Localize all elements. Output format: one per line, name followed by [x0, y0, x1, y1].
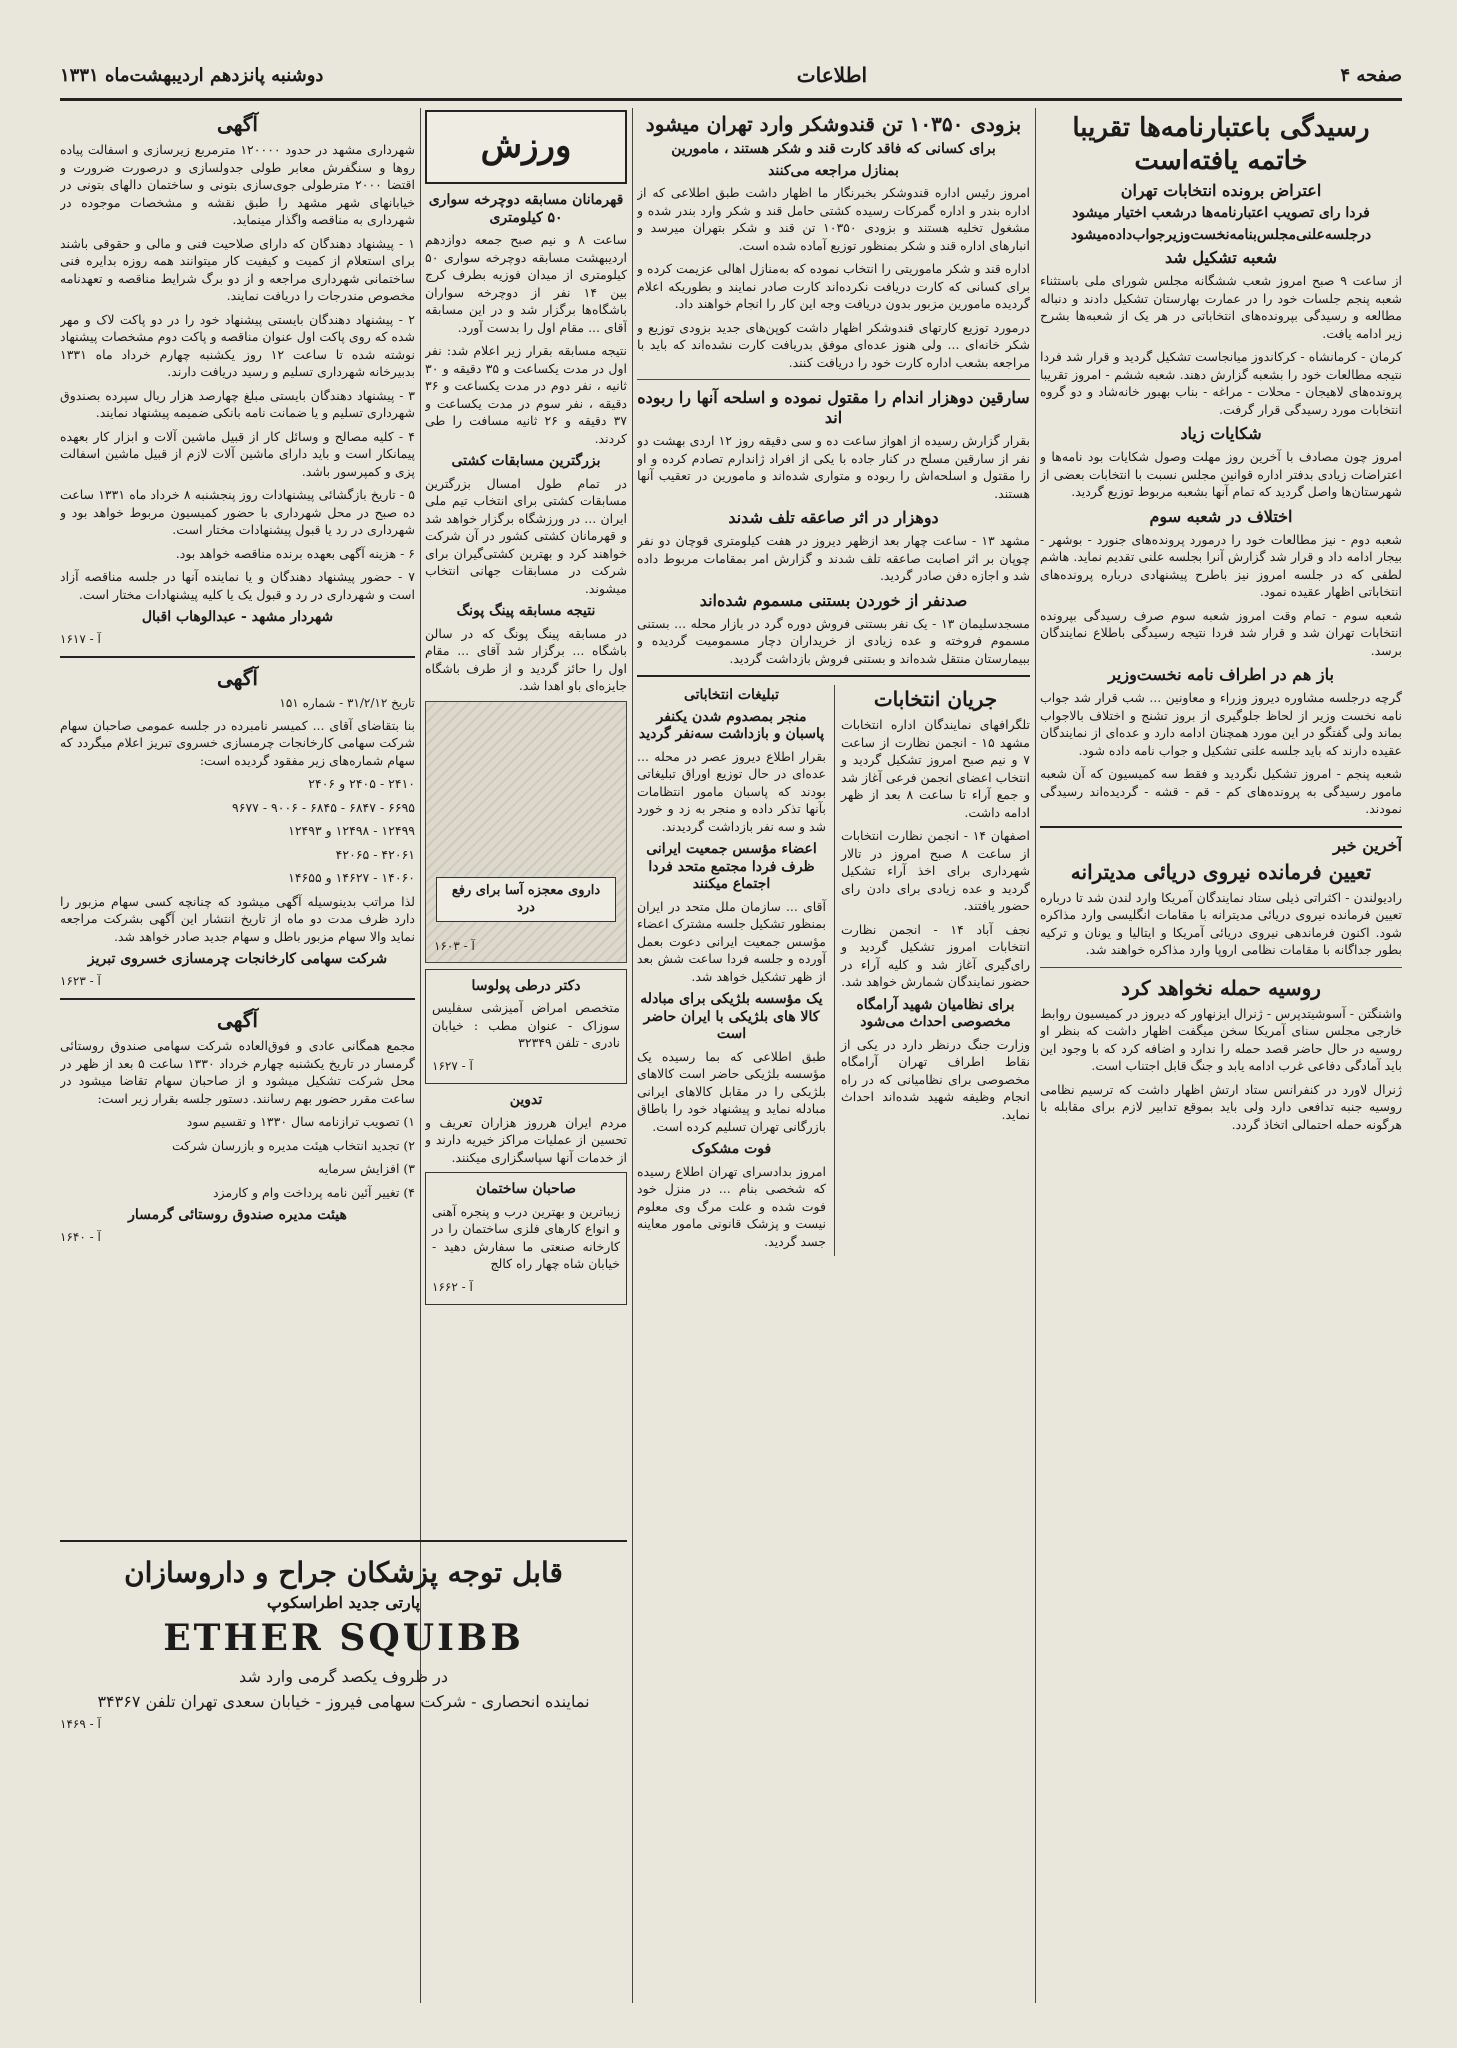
agenda-item: ۲) تجدید انتخاب هیئت مدیره و بازرسان شرکت — [172, 1137, 415, 1153]
ad-subtitle: پارتی جدید اطراسکوپ — [266, 1593, 421, 1612]
column-news — [637, 110, 1030, 2003]
article-text: نجف آباد ۱۴ - انجمن نظارت انتخابات امروز تشکیل گردید و رای‌گیری آغاز شد و کلیه آراء در حضور نمایندگان شمارش خواهد شد. — [841, 921, 1030, 989]
section-heading: شکایات زیاد — [1180, 424, 1262, 443]
column-politics — [1040, 110, 1402, 2003]
headline: قهرمانان مسابقه دوچرخه سواری ۵۰ کیلومتری — [428, 192, 624, 226]
section-heading: اختلاف در شعبه سوم — [1149, 506, 1293, 526]
article-text: امروز چون مصادف با آخرین روز مهلت وصول شکایات بود نامه‌ها و اعتراضات زیادی بدفتر اداره قوانین مجلس نسبت با انتخابات بعضی از شهرستان‌ها واصل گردید که تمام آنها بشعبه مربوط توزیع گردید. — [1040, 449, 1402, 499]
headline: سارقین دوهزار اندام را مقتول نموده و اسلحه آنها را ربوده اند — [637, 388, 1030, 427]
ad-text: متخصص امراض آمیزشی سفلیس سوزاک - عنوان مطب : خیابان نادری - تلفن ۳۲۳۴۹ — [432, 1000, 620, 1050]
section-heading: شعبه تشکیل شد — [1165, 248, 1277, 267]
article-text: شعبه پنجم - امروز تشکیل نگردید و فقط سه کمیسیون که آن شعبه مامور رسیدگی به پرونده‌های کم - قم - قشه - گردیده‌اند رسیدگی نمودند. — [1040, 766, 1402, 816]
article-text: مشهد ۱۳ - ساعت چهار بعد ازظهر دیروز در هفت کیلومتری قوچان دو نفر چوپان بر اثر اصابت صاعقه تلف شدند و گزارش امر بمقامات مربوط داده شد و اجازه دفن صادر گردید. — [637, 533, 1030, 583]
article-text: شعبه سوم - تمام وقت امروز شعبه سوم صرف رسیدگی بپرونده انتخابات تهران شد و قرار شد فردا نتیجه رسیدگی باطلاع نمایندگان برسد. — [1040, 607, 1402, 658]
notice-text: ۵ - تاریخ بازگشائی پیشنهادات روز پنجشنبه ۸ خرداد ماه ۱۳۳۱ ساعت ده صبح در محل شهرداری با حضور کمیسیون مربوط خواهد بود و شهرداری در رد یا قبول پیشنهادات مختار است. — [60, 487, 415, 537]
construction-ad — [425, 1172, 627, 1305]
notice-reference: تاریخ ۳۱/۲/۱۲ - شماره ۱۵۱ — [279, 696, 415, 710]
paper-name: اطلاعات — [796, 63, 868, 87]
notice-text: شهرداری مشهد در حدود ۱۲۰۰۰۰ مترمربع زیرسازی و اسفالت پیاده روها و سنگفرش معابر طولی جدولسازی و درصورت ضرورت و اقتضا ۲۰۰۰ مترطولی جوی‌سازی بتونی و ساختمان دالهای بتونی در خیابانهای شهر مشهد را طبق نقشه و مشخصات موجوده در شهرداری به مناقصه واگذار مینماید. — [60, 142, 415, 227]
ad-text: زیباترین و بهترین درب و پنجره آهنی و انواع کارهای فلزی ساختمان را در کارخانه صنعتی ما سفارش دهید - خیابان شاه چهار راه کالج — [432, 1203, 620, 1271]
section-rule — [60, 998, 415, 1000]
headline: رسیدگی باعتبارنامه‌ها تقریبا خاتمه یافته‌است — [1072, 113, 1370, 176]
latest-news-label: آخرین خبر — [1333, 835, 1402, 855]
article-text: امروز بدادسرای تهران اطلاع رسیده که شخصی بنام ... در منزل خود فوت شده و علت مرگ وی معلوم نیست و پزشک قانونی مامور معاینه جسد گردید. — [637, 1163, 826, 1249]
notice-text: بنا بتقاضای آقای ... کمیسر نامبرده در جلسه عمومی صاحبان سهام شرکت سهامی کارخانجات چرمسازی خسروی تبریز اعلام میگردد که سهام شماره‌های زیر مفقود گردیده است: — [60, 717, 415, 768]
notice-text: ۱ - پیشنهاد دهندگان که دارای صلاحیت فنی و مالی و حقوقی باشند برای استعلام از کمیت و کیفیت کار میتوانند همه روزه بدایره فنی ساختمانی شهرداری مراجعه و از دو برگ شرایط مناقصه و تعهدنامه مخصوص مندرجات را دریافت نمایند. — [60, 235, 415, 303]
notice-code: آ - ۱۶۲۳ — [60, 973, 101, 988]
sub-column — [637, 685, 826, 1256]
headline: تدوین — [509, 1092, 543, 1108]
article-text: شعبه دوم - نیز مطالعات خود را درمورد پرونده‌های جنورد - بوشهر - بیجار ادامه داد و قرار شد گزارش آنرا بجلسه علنی تقدیم نماید. هاشم لطفی که در جلسه امروز نیز باطرح پیشنهادی درباره پرونده‌های انتخاباتی اظهار عقیده نمود. — [1040, 531, 1402, 599]
headline: تبلیغات انتخاباتی — [683, 687, 780, 703]
subheadline: درجلسه‌علنی‌مجلس‌بنامه‌نخست‌وزیرجواب‌داده‌میشود — [1070, 226, 1372, 243]
notice-text: ۳ - پیشنهاد دهندگان بایستی مبلغ چهارصد هزار ریال سپرده بصندوق شهرداری تسلیم و یا ضمانت نامه بانکی ضمیمه پیشنهاد نمایند. — [60, 387, 415, 420]
share-numbers: ۱۴۰۶۰ - ۱۴۶۲۷ و ۱۴۶۵۵ — [288, 870, 415, 885]
sub-column — [834, 685, 1030, 1256]
ad-title: دکتر درطی پولوسا — [471, 977, 581, 994]
headline: روسیه حمله نخواهد کرد — [1121, 975, 1321, 1000]
article-text: ژنرال لاورد در کنفرانس ستاد ارتش اظهار داشت که ترسیم نظامی روسیه جنبه تدافعی دارد ولی باید بموقع تدابیر لازم برای مقابله با هرگونه حمله احتمالی اتخاذ گردد. — [1040, 1081, 1402, 1132]
article-text: اداره قند و شکر ماموریتی را انتخاب نموده که به‌منازل اهالی عزیمت کرده و برای کسانی که کارت دریافت نکرده‌اند کارت صادر نمایند و بطوریکه اعلام گردیده مامورین مزبور بدون دریافت وجه این کار را انجام خواهند داد. — [637, 261, 1030, 311]
article-text: وزارت جنگ درنظر دارد در یکی از نقاط اطراف تهران آرامگاه مخصوصی برای نظامیانی که در راه انجام وظیفه شهید شده‌اند احداث نماید. — [841, 1036, 1030, 1122]
notice-text: ۶ - هزینه آگهی بعهده برنده مناقصه خواهد بود. — [175, 545, 415, 561]
section-rule — [1040, 967, 1402, 968]
agenda-item: ۴) تغییر آئین نامه پرداخت وام و کارمزد — [213, 1184, 415, 1200]
headline: بزرگترین مسابقات کشتی — [451, 453, 601, 469]
section-rule — [637, 675, 1030, 677]
masthead-rule — [60, 98, 1402, 101]
headline: برای نظامیان شهید آرامگاه مخصوصی احداث می‌شود — [856, 996, 1015, 1030]
notice-signature: شرکت سهامی کارخانجات چرمسازی خسروی تبریز — [87, 951, 388, 967]
article-text: تلگرافهای نمایندگان اداره انتخابات مشهد ۱۵ - انجمن نظارت از ساعت ۷ و نیم صبح امروز تشکیل گردید و انتخاب اعضای انجمن فرعی آغاز شد و جمع آراء تا ساعت ۸ بعد از ظهر ادامه داشت. — [840, 717, 1030, 820]
headline: یک مؤسسه بلژیکی برای مبادله کالا های بلژیکی با ایران حاضر است — [640, 991, 823, 1042]
article-text: امروز رئیس اداره قندوشکر بخبرنگار ما اظهار داشت طبق اطلاعی که از اداره بندر و اداره گمرکات رسیده کشتی حامل قند و شکر وارد بندر شده و مشغول تخلیه هستند و بزودی ۱۰۳۵۰ تن قند و شکر بتهران میرسد و انبارهای اداره قند و شکر بمنظور توزیع آماده شده است. — [637, 185, 1030, 253]
article-text: مسجدسلیمان ۱۳ - یک نفر بستنی فروش دوره گرد در بازار محله ... بستنی مسموم فروخته و عده زیادی از خریداران دچار مسمومیت گردیده و ببیمارستان منتقل شده‌اند و بستنی فروش بازداشت گردید. — [637, 615, 1030, 666]
notice-title: آگهی — [217, 112, 258, 136]
headline: بزودی ۱۰۳۵۰ تن قندوشکر وارد تهران میشود — [645, 112, 1022, 136]
ad-code: آ - ۱۶۲۷ — [432, 1058, 473, 1073]
notice-code: آ - ۱۶۴۰ — [60, 1229, 101, 1244]
article-text: در تمام طول امسال بزرگترین مسابقات کشتی برای انتخاب تیم ملی ایران ... در ورزشگاه برگزار خواهد شد و قهرمانان کشتی کشور در آن شرکت خواهند کرد و بهترین کشتی‌گیران برای شرکت در مسابقات جهانی انتخاب میشوند. — [425, 475, 627, 596]
masthead — [60, 55, 1402, 95]
ad-code: آ - ۱۶۶۲ — [432, 1279, 473, 1294]
article-text: درمورد توزیع کارتهای قندوشکر اظهار داشت کوپن‌های جدید بزودی توزیع و شکر خانه‌ای ... ولی هنوز عده‌ای موفق بدریافت کارت نشده‌اند که باید با مراجعه بشعب اداره کارت خود را دریافت کنند. — [637, 319, 1030, 370]
ad-code: آ - ۱۶۰۳ — [434, 939, 475, 953]
ad-text: نماینده انحصاری - شرکت سهامی فیروز - خیابان سعدی تهران تلفن ۳۴۳۶۷ — [97, 1692, 590, 1711]
ad-brand: ETHER SQUIBB — [163, 1617, 524, 1659]
issue-date: دوشنبه پانزدهم اردیبهشت‌ماه ۱۳۳۱ — [60, 64, 324, 86]
share-numbers: ۲۴۱۰ - ۲۴۰۵ و ۲۴۰۶ — [308, 776, 415, 791]
article-text: ساعت ۸ و نیم صبح جمعه دوازدهم اردیبهشت مسابقه دوچرخه سواری ۵۰ کیلومتری از میدان فوزیه بطرف کرج بین ۱۴ نفر از دوچرخه سواران باشگاه‌ها برگزار شد و در این مسابقه آقای ... مقام اول را بدست آورد. — [425, 232, 627, 335]
share-number-list — [60, 775, 415, 887]
share-numbers: ۴۲۰۶۱ - ۴۲۰۶۵ — [335, 846, 415, 862]
subheadline: اعتراض برونده انتخابات تهران — [1120, 181, 1322, 200]
article-text: نتیجه مسابقه بقرار زیر اعلام شد: نفر اول در مدت یکساعت و ۳۵ دقیقه و ۳۰ ثانیه ، نفر دوم در مدت یکساعت و ۳۶ دقیقه ، نفر سوم در مدت یکساعت و ۳۷ دقیقه و ۲۶ ثانیه مسافت را طی کردند. — [425, 343, 627, 446]
article-text: رادیولندن - اکثراتی ذیلی ستاد نمایندگان آمریکا وارد لندن شد تا درباره تعیین فرمانده نیروی دریائی مدیترانه با مقامات انگلیسی وارد مذاکره شود. اکنون فرماندهی نیروی دریائی آمریکا و ایتالیا و یونان و ترکیه بطور جداگانه با مقامات نظامی اروپا وارد مذاکره خواهند شد. — [1040, 889, 1402, 957]
ad-headline: قابل توجه پزشکان جراح و داروسازان — [124, 1556, 563, 1589]
notice-signature: شهردار مشهد - عبدالوهاب اقبال — [141, 609, 334, 625]
headline: صدنفر از خوردن بستنی مسموم شده‌اند — [699, 590, 968, 610]
column-divider — [1035, 108, 1036, 2003]
doctor-ad — [425, 969, 627, 1085]
article-text: اصفهان ۱۴ - انجمن نظارت انتخابات از ساعت ۸ صبح امروز در تالار شهرداری برای اخذ آراء تشکیل گردید و عده زیادی برای دادن رای حضور یافتند. — [841, 828, 1030, 913]
notice-code: آ - ۱۶۱۷ — [60, 631, 101, 646]
notice-title: آگهی — [217, 1008, 258, 1032]
headline: فوت مشکوک — [691, 1141, 772, 1157]
page-number: صفحه ۴ — [1340, 64, 1402, 86]
notice-text: مجمع همگانی عادی و فوق‌العاده شرکت سهامی صندوق روستائی گرمسار در تاریخ یکشنبه چهارم خرداد ۱۳۳۰ ساعت ۵ بعد از ظهر در محل شرکت تشکیل میشود و از صاحبان سهام تقاضا میشود در ساعت مقرر حضور بهم رسانند. دستور جلسه بقرار زیر است: — [60, 1038, 415, 1106]
article-text: بقرار گزارش رسیده از اهواز ساعت ده و سی دقیقه روز ۱۲ اردی بهشت دو نفر از سارقین مسلح در کنار جاده با یکی از افراد ژاندارم تصادم کرده و او را مقتول و اسلحه‌اش را ربوده و متواری شده‌اند و مامورین در تعقیب آنها هستند. — [637, 433, 1030, 501]
article-text: کرمان - کرمانشاه - کرکاندوز میانجاست تشکیل گردید و قرار شد فردا نتیجه مطالعات خود را بشعبه گزارش دهند. شعبه ششم - امروز تقریبا پرونده‌های لاهیجان - محلات - مراغه - بناب بهبور خانه‌شاد و دو گروه انتخابات مورد رسیدگی قرار گرفت. — [1040, 349, 1402, 417]
article-text: از ساعت ۹ صبح امروز شعب ششگانه مجلس شورای ملی باستثناء شعبه پنجم جلسات خود را در عمارت بهارستان تشکیل دادند و دنباله مطالعه و رسیدگی بپرونده‌های انتخاباتی در هر یک از شعبه‌ها بشرح زیر ادامه یافت. — [1040, 273, 1402, 341]
notice-text: لذا مراتب بدینوسیله آگهی میشود که چنانچه کسی سهام مزبور را دارد ظرف مدت دو ماه از تاریخ انتشار این آگهی بشرکت مراجعه نماید والا سهام مزبور باطل و سهام جدید صادر خواهد شد. — [60, 893, 415, 944]
article-text: آقای ... سازمان ملل متحد در ایران بمنظور تشکیل جلسه مشترک اعضاء مؤسس جمعیت ایرانی دعوت بعمل آورده و جلسه فردا ساعت شش بعد از ظهر تشکیل خواهد شد. — [637, 898, 826, 984]
pharma-ad — [60, 1540, 627, 2003]
section-heading: باز هم در اطراف نامه نخست‌وزیر — [1108, 665, 1334, 684]
section-rule — [637, 379, 1030, 380]
ad-caption: داروی معجزه آسا برای رفع درد — [436, 877, 616, 922]
notice-text: ۲ - پیشنهاد دهندگان بایستی پیشنهاد خود را در دو پاکت لاک و مهر شده که روی پاکت اول عنوان مناقصه و پاکت دوم مشخصات پیشنهاد نوشته شده تا ساعت ۱۲ روز یکشنبه چهارم خرداد ماه ۱۳۳۱ بدبیرخانه شهرداری تسلیم و رسید دریافت دارند. — [60, 311, 415, 379]
article-text: مردم ایران هرروز هزاران تعریف و تحسین از عملیات مراکز خیریه دارند و از خدمات آنها سپاسگزاری میکنند. — [425, 1114, 627, 1165]
ad-title: صاحبان ساختمان — [476, 1181, 576, 1197]
article-text: در مسابقه پینگ پونگ که در سالن باشگاه ... برگزار شد آقای ... مقام اول را حائز گردید و از طرف باشگاه جایزه‌ای باو اهدا شد. — [425, 625, 627, 693]
section-rule — [60, 656, 415, 658]
headline: تعیین فرمانده نیروی دریائی مدیترانه — [1070, 859, 1372, 884]
ad-code: آ - ۱۴۶۹ — [60, 1717, 101, 1731]
headline: دوهزار در اثر صاعقه تلف شدند — [728, 508, 939, 527]
notice-signature: هیئت مدیره صندوق روستائی گرمسار — [128, 1207, 347, 1223]
column-divider — [632, 108, 633, 2003]
article-text: واشنگتن - آسوشیتدپرس - ژنرال ایزنهاور که دیروز در کمیسیون روابط خارجی مجلس سنای آمریکا سخن میگفت اظهار داشت که بنظر او روسیه در حال حاضر قصد حمله را ندارد و اضافه کرد که با وجود این باید آمادگی دفاعی غرب ادامه یابد و جنگ قابل اجتناب است. — [1040, 1005, 1402, 1073]
headline: اعضاء مؤسس جمعیت ایرانی ظرف فردا مجتمع متحد فردا اجتماع میکنند — [646, 841, 817, 892]
agenda-item: ۳) افزایش سرمایه — [318, 1161, 415, 1176]
column-notices — [60, 110, 415, 1528]
share-numbers: ۶۶۹۵ - ۶۸۴۷ - ۶۸۴۵ - ۹۰۰۶ - ۹۶۷۷ — [232, 799, 415, 815]
two-column-block — [637, 685, 1030, 1256]
subheadline: بمنازل مراجعه می‌کنند — [768, 162, 899, 179]
article-text: گرچه درجلسه مشاوره دیروز وزراء و معاونین ... شب قرار شد جواب نامه نخست وزیر از لحاظ جلوگیری از بروز تشنج و اختلاف بالاجواب بماند ولی گفتگو در این مورد همچنان ادامه دارد و عده‌ای از نمایندگان عقیده دارند که باید جلسه علنی تشکیل و جواب نامه داده شود. — [1040, 690, 1402, 758]
share-numbers: ۱۲۴۹۹ - ۱۲۴۹۸ و ۱۲۴۹۳ — [288, 823, 415, 838]
ad-text: در ظروف یکصد گرمی وارد شد — [239, 1667, 448, 1686]
illustrated-ad — [425, 701, 627, 963]
section-rule — [1040, 826, 1402, 828]
article-text: بقرار اطلاع دیروز عصر در محله ... عده‌ای در حال توزیع اوراق تبلیغاتی بودند که پاسبان مامور انتظامات بآنها تذکر داده و منجر به زد و خورد شد و سه نفر بازداشت گردیدند. — [637, 748, 826, 834]
subheadline: برای کسانی که فاقد کارت قند و شکر هستند ، مامورین — [671, 141, 996, 157]
headline: جریان انتخابات — [873, 687, 998, 711]
article-text: طبق اطلاعی که بما رسیده یک مؤسسه بلژیکی حاضر است کالاهای بلژیکی را در مقابل کالاهای ایرانی مبادله نماید و پیشنهاد خود را باطاق بازرگانی تهران تسلیم کرده است. — [637, 1048, 826, 1134]
notice-text: ۷ - حضور پیشنهاد دهندگان و یا نماینده آنها در جلسه مناقصه آزاد است و شهرداری در رد و قبول یک یا کلیه پیشنهادات مختار است. — [60, 569, 415, 602]
agenda-item: ۱) تصویب ترازنامه سال ۱۳۳۰ و تقسیم سود — [186, 1114, 415, 1129]
notice-text: ۴ - کلیه مصالح و وسائل کار از قبیل ماشین آلات و ابزار کار بعهده پیمانکار است و باید دارای ماشین آلات لازم از قبیل ماشین اسفالت پزی و کمپرسور باشد. — [60, 428, 415, 479]
agenda-list — [60, 1113, 415, 1201]
sports-banner: ورزش — [425, 110, 627, 184]
subheadline: فردا رای تصویب اعتبارنامه‌ها درشعب اختیار میشود — [1072, 205, 1370, 221]
headline: نتیجه مسابقه پینگ پونگ — [456, 603, 596, 619]
column-sports — [425, 110, 627, 1528]
notice-title: آگهی — [217, 666, 258, 690]
subheadline: منجر بمصدوم شدن یکنفر پاسبان و بازداشت سه‌نفر گردید — [638, 708, 825, 742]
